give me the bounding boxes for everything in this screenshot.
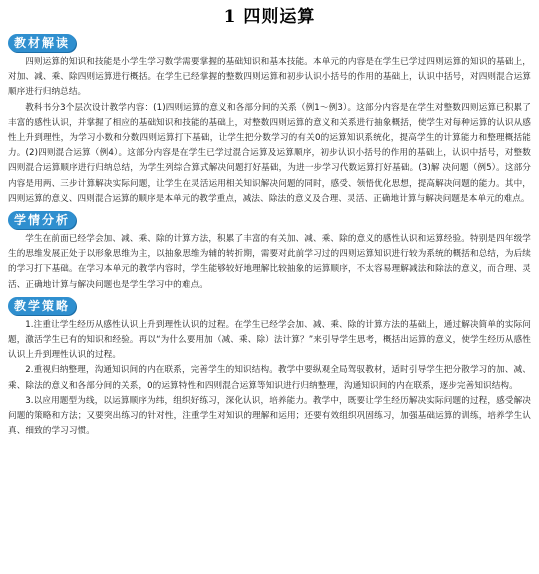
section-heading-row (8, 33, 531, 53)
section-heading-row (8, 210, 531, 230)
section-badge: 学情分析 (8, 211, 76, 229)
section-learning-analysis (8, 210, 531, 293)
section-textbook-reading (8, 33, 531, 207)
divider (80, 43, 531, 44)
divider (80, 220, 531, 221)
section-teaching-strategy (8, 296, 531, 440)
section-heading-row (8, 296, 531, 316)
paragraph: 1.注重让学生经历从感性认识上升到理性认识的过程。在学生已经学会加、减、乘、除的计算方法的基础上，通过解决简单的实际问题，激活学生已有的知识和经验。再以“为什么要用加（减、乘、除）法计算？”来引导学生思考，概括出运算的意义，使学生经历从感性认识上升到理性认识的过程。 (8, 319, 531, 361)
paragraph: 四则运算的知识和技能是小学生学习数学需要掌握的基础知识和基本技能。本单元的内容是在学生已学过四则运算的知识的基础上，对加、减、乘、除四则运算进行概括。在学生已经掌握的整数四则运算和初步认识小括号的作用的基础上，认识中括号，对四则混合运算顺序进行归纳总结。 (8, 57, 531, 98)
paragraph: 2.重视归纳整理，沟通知识间的内在联系，完善学生的知识结构。教学中要纵观全局驾驭教材，适时引导学生把分散学习的加、减、乘、除法的意义和各部分间的关系，0的运算特性和四则混合运算等知识进行归纳整理，沟通知识间的内在联系，逐步完善知识结构。 (8, 365, 531, 391)
divider (80, 305, 531, 306)
paragraph: 教科书分3个层次设计教学内容：(1)四则运算的意义和各部分间的关系（例1～例3）。这部分内容是在学生对整数四则运算已积累了丰富的感性认识，并掌握了相应的基础知识和技能的基础上，对整数四则运算的意义和关系进行抽象概括，使学生对每种运算的认识从感性上升到理性，为学习小数和分数四则运算打下基础，让学生把分数学习的有关0的运算知识系统化，提高学生的计算能力和整理概括能力。(2)四则混合运算（例4）。这部分内容是在学生已学过混合运算及运算顺序，初步认识小括号的作用的基础上，认识中括号，对整数四则混合运算顺序进行归纳总结，为学生列综合算式解决问题打好基础，为进一步学习代数运算打好基础。(3)解 决问题（例5）。这部分内容是用两、三步计算解决实际问题，让学生在灵活运用相关知识解决问题的同时，感受、领悟优化思想，提高解决问题的能力。其中，四则运算的意义、四则混合运算的顺序是本单元的教学重点，减法、除法的意义及合理、灵活、正确地计算与解决问题是本单元的难点。 (8, 102, 531, 204)
section-badge: 教学策略 (8, 297, 76, 315)
section-badge: 教材解读 (8, 34, 76, 52)
paragraph: 学生在前面已经学会加、减、乘、除的计算方法，积累了丰富的有关加、减、乘、除的意义的感性认识和运算经验。特别是四年级学生的思维发展正处于以形象思维为主，以抽象思维为辅的转折期，需要对此前学习过的四则运算知识进行较为系统的概括和总结，为后续的学习打下基础。在学习本单元的教学内容时，学生能够较好地理解比较抽象的运算顺序，不太容易理解减法和除法的意义，而合理、灵活、正确地计算与解决问题也是学生学习中的难点。 (8, 234, 531, 290)
page-title: 1 四则运算 (223, 7, 316, 27)
paragraph: 3.以应用题型为线，以运算顺序为纬，组织好练习，深化认识，培养能力。教学中，既要让学生经历解决实际问题的过程，感受解决问题的策略和方法；又要突出练习的针对性，注重学生对知识的理解和运用；还要有效组织巩固练习，加强基础运算的训练，培养学生认真、细致的学习习惯。 (8, 395, 531, 437)
